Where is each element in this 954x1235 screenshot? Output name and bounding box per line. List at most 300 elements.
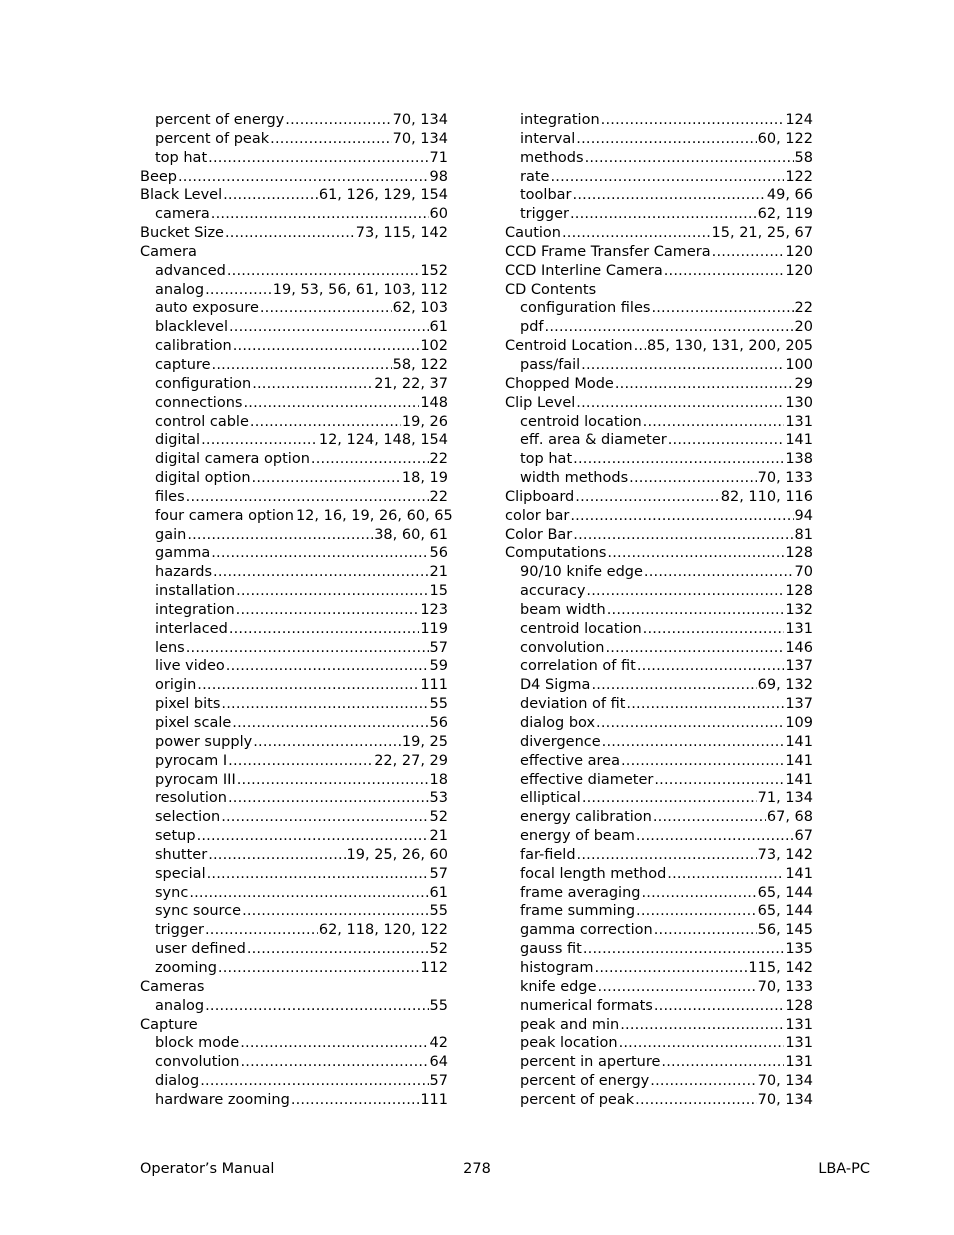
index-page-numbers: 56, 145 [757, 922, 813, 939]
index-page-numbers: 22 [429, 488, 448, 505]
index-term: sync [155, 884, 189, 901]
index-term: Computations [505, 545, 607, 562]
index-page-numbers: 100 [785, 356, 813, 373]
index-subentry [505, 582, 813, 601]
index-term: correlation of fit [520, 658, 636, 675]
index-term: Caution [505, 225, 561, 242]
dot-leader [583, 940, 784, 959]
index-subentry [140, 526, 448, 545]
dot-leader [311, 450, 429, 469]
index-subentry [505, 978, 813, 997]
index-subentry [140, 884, 448, 903]
index-subentry [140, 657, 448, 676]
dot-leader [654, 997, 784, 1016]
dot-leader [621, 752, 784, 771]
index-term: gamma [155, 545, 211, 562]
index-subentry [505, 469, 813, 488]
index-page-numbers: 69, 132 [757, 677, 813, 694]
dot-leader [629, 469, 757, 488]
index-term: calibration [155, 338, 232, 355]
index-term: interlaced [155, 620, 228, 637]
index-page-numbers: 131 [785, 1016, 813, 1033]
dot-leader [240, 1034, 428, 1053]
index-subentry [505, 846, 813, 865]
dot-leader [591, 676, 756, 695]
index-page-numbers: 102 [420, 338, 448, 355]
dot-leader [620, 1016, 784, 1035]
dot-leader [205, 997, 428, 1016]
footer-product-name: LBA-PC [818, 1161, 870, 1177]
index-page-numbers: 61 [429, 884, 448, 901]
index-entry [140, 1016, 448, 1035]
dot-leader [595, 959, 748, 978]
index-term: pass/fail [520, 356, 581, 373]
index-term: CCD Interline Camera [505, 262, 663, 279]
index-subentry [140, 563, 448, 582]
index-page-numbers: 81 [794, 526, 813, 543]
index-term: toolbar [520, 187, 572, 204]
index-term: centroid location [520, 413, 642, 430]
index-entry [505, 281, 813, 300]
index-term: rate [520, 168, 550, 185]
index-subentry [140, 902, 448, 921]
index-column-right [505, 111, 813, 1110]
index-page-numbers: 122 [785, 168, 813, 185]
index-term: frame summing [520, 903, 636, 920]
dot-leader [201, 431, 318, 450]
dot-leader [208, 149, 428, 168]
index-page-numbers: 70, 133 [757, 470, 813, 487]
index-subentry [140, 601, 448, 620]
index-entry [140, 978, 448, 997]
index-subentry [505, 733, 813, 752]
index-term: resolution [155, 790, 227, 807]
dot-leader [650, 1072, 756, 1091]
index-term: D4 Sigma [520, 677, 591, 694]
index-term: far-field [520, 846, 576, 863]
index-term: pyrocam III [155, 771, 236, 788]
index-term: capture [155, 356, 211, 373]
index-term: integration [155, 601, 235, 618]
index-page-numbers: 85, 130, 131, 200, 205 [646, 338, 813, 355]
index-entry [140, 168, 448, 187]
index-page-numbers: 141 [785, 752, 813, 769]
index-term: dialog box [520, 715, 596, 731]
index-term: lens [155, 639, 185, 656]
index-subentry [140, 827, 448, 846]
index-page-numbers: 18, 19 [401, 470, 448, 487]
index-page-numbers: 120 [785, 243, 813, 260]
index-subentry [505, 1034, 813, 1053]
index-page-numbers: 141 [785, 733, 813, 750]
index-term: peak and min [520, 1016, 620, 1033]
dot-leader [643, 413, 785, 432]
index-term: Clipboard [505, 488, 575, 505]
dot-leader [619, 1034, 785, 1053]
index-entry [505, 544, 813, 563]
index-subentry [505, 111, 813, 130]
dot-leader [228, 752, 373, 771]
index-term: convolution [520, 639, 605, 656]
index-page-numbers: 52 [429, 941, 448, 958]
index-page-numbers: 137 [785, 658, 813, 675]
index-subentry [505, 771, 813, 790]
index-page-numbers: 49, 66 [766, 187, 813, 204]
dot-leader [187, 526, 373, 545]
index-term: top hat [155, 149, 208, 166]
index-term: CD Contents [505, 281, 597, 298]
index-term: trigger [155, 922, 204, 939]
index-page-numbers: 115, 142 [748, 959, 813, 976]
index-page-numbers: 71, 134 [757, 790, 813, 807]
index-page-numbers: 19, 53, 56, 61, 103, 112 [272, 281, 448, 298]
index-subentry [140, 714, 448, 733]
dot-leader [227, 262, 419, 281]
index-term: Centroid Location [505, 338, 633, 355]
index-subentry [140, 356, 448, 375]
index-page-numbers: 148 [420, 394, 448, 411]
index-term: Clip Level [505, 394, 576, 411]
index-page-numbers: 67 [794, 828, 813, 845]
index-page-numbers: 62, 118, 120, 122 [318, 922, 448, 939]
dot-leader [607, 544, 784, 563]
index-subentry [140, 921, 448, 940]
index-subentry [140, 789, 448, 808]
index-subentry [140, 413, 448, 432]
dot-leader [581, 356, 784, 375]
dot-leader [211, 544, 428, 563]
index-term: special [155, 865, 206, 882]
index-term: analog [155, 997, 205, 1014]
dot-leader [653, 808, 766, 827]
dot-leader [550, 168, 784, 187]
dot-leader [641, 884, 756, 903]
dot-leader [667, 865, 784, 884]
index-entry [140, 224, 448, 243]
dot-leader [598, 978, 757, 997]
index-term: power supply [155, 733, 253, 750]
index-term: pyrocam I [155, 752, 228, 769]
index-subentry [140, 299, 448, 318]
index-term: centroid location [520, 620, 642, 637]
index-term: hardware zooming [155, 1091, 290, 1108]
index-page-numbers: 22 [794, 300, 813, 317]
index-term: histogram [520, 959, 594, 976]
dot-leader [545, 318, 794, 337]
dot-leader [208, 846, 345, 865]
index-page-numbers: 131 [785, 620, 813, 637]
index-page-numbers: 71 [429, 149, 448, 166]
index-term: accuracy [520, 583, 586, 600]
index-page-numbers: 60, 122 [757, 130, 813, 147]
index-subentry [140, 959, 448, 978]
index-entry [505, 394, 813, 413]
index-subentry [140, 130, 448, 149]
dot-leader [634, 337, 646, 356]
index-term: pixel scale [155, 715, 232, 731]
index-page-numbers: 132 [785, 601, 813, 618]
dot-leader [562, 224, 711, 243]
dot-leader [643, 620, 785, 639]
index-subentry [140, 262, 448, 281]
index-term: configuration [155, 375, 252, 392]
dot-leader [626, 695, 784, 714]
index-page-numbers: 29 [794, 375, 813, 392]
index-page-numbers: 82, 110, 116 [720, 488, 813, 505]
dot-leader [232, 714, 428, 733]
dot-leader [575, 488, 719, 507]
dot-leader [252, 469, 401, 488]
index-term: Capture [140, 1016, 198, 1033]
index-term: live video [155, 658, 225, 675]
index-page-numbers: 146 [785, 639, 813, 656]
dot-leader [585, 149, 794, 168]
dot-leader [576, 394, 784, 413]
index-term: percent of peak [155, 130, 270, 147]
index-subentry [140, 997, 448, 1016]
index-term: gauss fit [520, 941, 582, 958]
index-subentry [505, 657, 813, 676]
index-term: effective diameter [520, 771, 654, 788]
index-entry [505, 526, 813, 545]
index-subentry [140, 488, 448, 507]
dot-leader [205, 921, 318, 940]
index-term: Black Level [140, 187, 223, 204]
index-page-numbers: 67, 68 [766, 809, 813, 826]
index-subentry [140, 507, 453, 526]
index-subentry [505, 413, 813, 432]
index-page-numbers: 65, 144 [757, 903, 813, 920]
index-term: advanced [155, 262, 226, 279]
dot-leader [607, 601, 785, 620]
dot-leader [197, 676, 419, 695]
dot-leader [221, 695, 428, 714]
index-term: digital [155, 432, 201, 449]
dot-leader [615, 375, 794, 394]
index-subentry [140, 620, 448, 639]
dot-leader [582, 789, 757, 808]
index-term: elliptical [520, 790, 581, 807]
index-page-numbers: 70, 134 [392, 112, 448, 128]
index-entry [505, 507, 813, 526]
index-page-numbers: 20 [794, 319, 813, 336]
index-entry [505, 488, 813, 507]
index-term: convolution [155, 1054, 240, 1071]
index-page-numbers: 111 [420, 677, 448, 694]
index-term: files [155, 488, 185, 505]
index-page-numbers: 141 [785, 865, 813, 882]
dot-leader [573, 526, 793, 545]
dot-leader [218, 959, 419, 978]
index-page-numbers: 15 [429, 583, 448, 600]
dot-leader [212, 356, 392, 375]
dot-leader [226, 657, 429, 676]
index-page-numbers: 62, 103 [392, 300, 448, 317]
index-term: numerical formats [520, 997, 653, 1014]
dot-leader [225, 224, 355, 243]
index-term: color bar [505, 507, 570, 524]
dot-leader [186, 488, 429, 507]
index-page-numbers: 56 [429, 545, 448, 562]
index-entry [140, 243, 448, 262]
index-term: deviation of fit [520, 696, 626, 713]
index-term: configuration files [520, 300, 651, 317]
index-page-numbers: 98 [429, 168, 448, 185]
index-page-numbers: 21 [429, 828, 448, 845]
index-subentry [505, 356, 813, 375]
index-page-numbers: 70, 134 [757, 1073, 813, 1090]
index-page-numbers: 61 [429, 319, 448, 336]
index-subentry [505, 168, 813, 187]
index-term: beam width [520, 601, 606, 618]
dot-leader [260, 299, 392, 318]
index-subentry [505, 884, 813, 903]
dot-leader [252, 375, 373, 394]
dot-leader [635, 1091, 757, 1110]
index-term: width methods [520, 470, 629, 487]
index-page-numbers: 56 [429, 715, 448, 731]
index-subentry [505, 752, 813, 771]
dot-leader [247, 940, 429, 959]
index-subentry [140, 676, 448, 695]
index-term: interval [520, 130, 576, 147]
index-entry [505, 243, 813, 262]
index-term: user defined [155, 941, 246, 958]
index-term: percent of energy [520, 1073, 650, 1090]
dot-leader [223, 186, 318, 205]
index-page-numbers: 152 [420, 262, 448, 279]
index-subentry [505, 601, 813, 620]
index-column-left [140, 111, 453, 1110]
dot-leader [197, 827, 429, 846]
index-subentry [505, 714, 813, 733]
index-subentry [505, 959, 813, 978]
dot-leader [664, 262, 785, 281]
dot-leader [237, 771, 429, 790]
dot-leader [573, 450, 784, 469]
index-page-numbers: 73, 142 [757, 846, 813, 863]
dot-leader [253, 733, 401, 752]
index-term: eff. area & diameter [520, 432, 667, 449]
index-subentry [140, 752, 448, 771]
index-term: hazards [155, 564, 213, 581]
index-term: Chopped Mode [505, 375, 614, 392]
index-term: zooming [155, 959, 217, 976]
index-page-numbers: 42 [429, 1035, 448, 1052]
index-subentry [505, 639, 813, 658]
index-page-numbers: 53 [429, 790, 448, 807]
index-page-numbers: 22 [429, 451, 448, 468]
index-subentry [505, 1053, 813, 1072]
index-subentry [140, 695, 448, 714]
index-page-numbers: 59 [429, 658, 448, 675]
index-term: percent of energy [155, 112, 285, 128]
index-page-numbers: 120 [785, 262, 813, 279]
index-page-numbers: 131 [785, 1035, 813, 1052]
dot-leader [229, 620, 420, 639]
dot-leader [205, 281, 272, 300]
index-subentry [140, 394, 448, 413]
dot-leader [601, 111, 785, 130]
index-entry [505, 337, 813, 356]
index-subentry [140, 544, 448, 563]
index-subentry [140, 582, 448, 601]
index-subentry [140, 450, 448, 469]
index-page-numbers: 131 [785, 1054, 813, 1071]
index-subentry [140, 846, 448, 865]
dot-leader [207, 865, 429, 884]
index-term: integration [520, 112, 600, 128]
index-page-numbers: 22, 27, 29 [374, 752, 448, 769]
dot-leader [291, 1091, 420, 1110]
index-page-numbers: 124 [785, 112, 813, 128]
index-subentry [505, 695, 813, 714]
index-term: knife edge [520, 978, 597, 995]
dot-leader [211, 205, 429, 224]
index-subentry [505, 1016, 813, 1035]
index-term: control cable [155, 413, 249, 430]
index-subentry [505, 318, 813, 337]
index-entry [505, 262, 813, 281]
dot-leader [570, 205, 757, 224]
index-page-numbers: 62, 119 [757, 206, 813, 223]
index-page-numbers: 109 [785, 715, 813, 731]
index-page-numbers: 21, 22, 37 [374, 375, 448, 392]
index-page-numbers: 138 [785, 451, 813, 468]
index-page-numbers: 123 [420, 601, 448, 618]
index-subentry [505, 997, 813, 1016]
index-subentry [505, 921, 813, 940]
index-page-numbers: 18 [429, 771, 448, 788]
index-entry [505, 224, 813, 243]
index-subentry [505, 940, 813, 959]
index-page-numbers: 15, 21, 25, 67 [711, 225, 813, 242]
dot-leader [236, 582, 428, 601]
index-page-numbers: 94 [794, 507, 813, 524]
index-page-numbers: 60 [429, 206, 448, 223]
dot-leader [602, 733, 785, 752]
index-page-numbers: 141 [785, 432, 813, 449]
index-term: trigger [520, 206, 569, 223]
index-page-numbers: 21 [429, 564, 448, 581]
index-subentry [505, 676, 813, 695]
index-page-numbers: 12, 16, 19, 26, 60, 65 [295, 507, 453, 524]
dot-leader [651, 299, 793, 318]
dot-leader [213, 563, 429, 582]
index-term: Beep [140, 168, 177, 185]
index-page-numbers: 55 [429, 997, 448, 1014]
dot-leader [712, 243, 785, 262]
index-page-numbers: 19, 25, 26, 60 [346, 846, 448, 863]
index-term: connections [155, 394, 243, 411]
dot-leader [240, 1053, 428, 1072]
index-term: Bucket Size [140, 225, 224, 242]
index-term: selection [155, 809, 221, 826]
index-subentry [140, 1072, 448, 1091]
index-subentry [140, 865, 448, 884]
index-subentry [140, 111, 448, 130]
index-term: energy calibration [520, 809, 652, 826]
index-term: 90/10 knife edge [520, 564, 643, 581]
index-subentry [505, 299, 813, 318]
index-subentry [140, 1053, 448, 1072]
index-subentry [140, 940, 448, 959]
index-subentry [505, 620, 813, 639]
index-subentry [505, 865, 813, 884]
index-page-numbers: 70, 133 [757, 978, 813, 995]
index-page-numbers: 19, 26 [401, 413, 448, 430]
index-page-numbers: 12, 124, 148, 154 [318, 432, 448, 449]
